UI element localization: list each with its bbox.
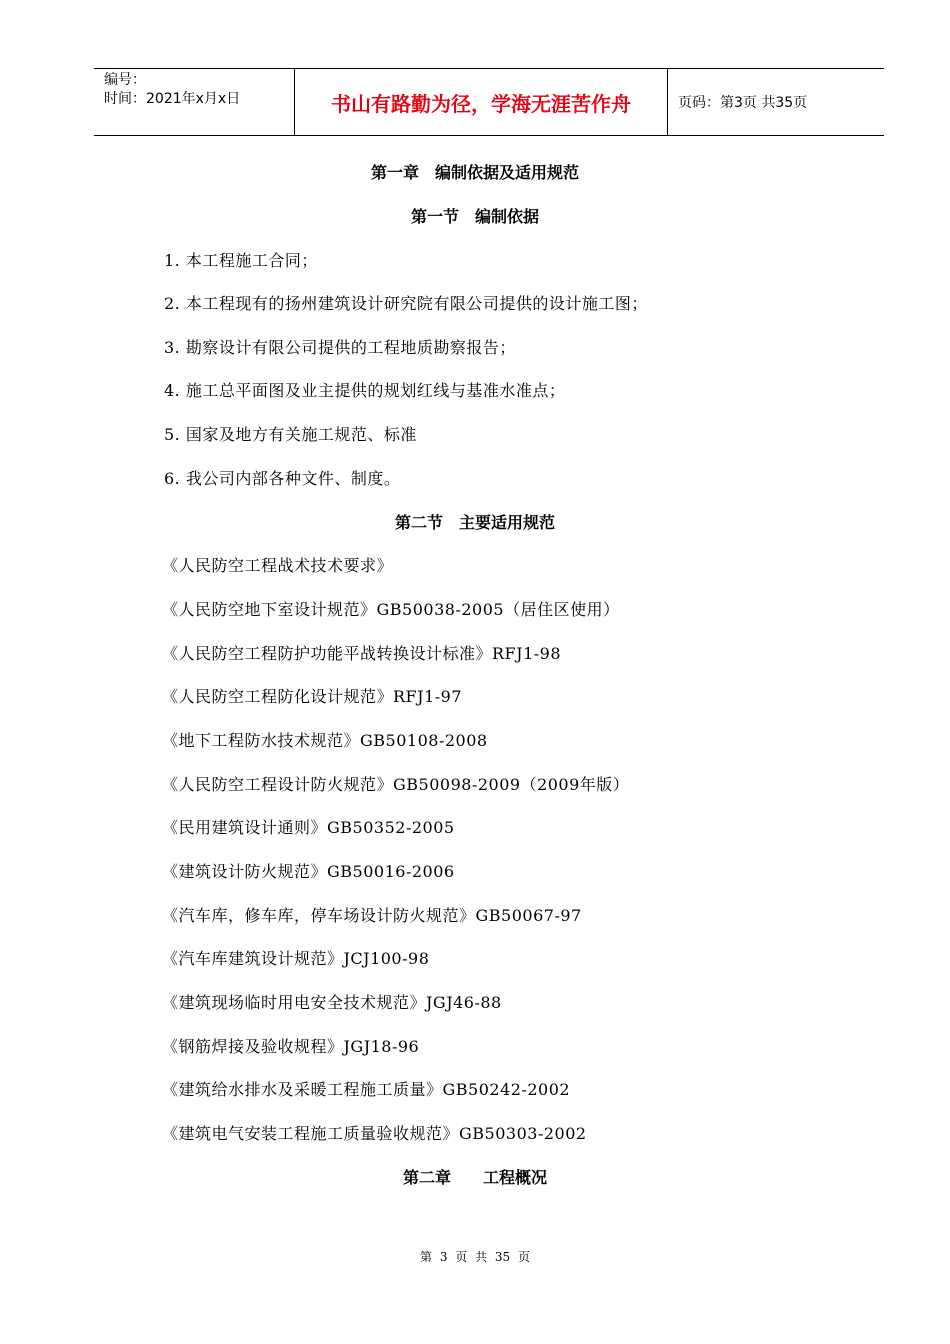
chapter-2-title: 第二章 工程概况	[402, 1168, 547, 1187]
page-header	[94, 68, 884, 136]
standard-item-7: 《民用建筑设计通则》GB50352-2005	[162, 818, 455, 837]
basis-item-4: 4. 施工总平面图及业主提供的规划红线与基准水准点；	[164, 381, 566, 400]
standard-item-3: 《人民防空工程防护功能平战转换设计标准》RFJ1-98	[162, 644, 562, 663]
basis-item-6: 6. 我公司内部各种文件、制度。	[164, 469, 401, 488]
section-2-title: 第二节 主要适用规范	[394, 513, 555, 532]
standard-item-5: 《地下工程防水技术规范》GB50108-2008	[162, 731, 488, 750]
standard-item-12: 《钢筋焊接及验收规程》JGJ18-96	[162, 1037, 420, 1056]
standard-item-2: 《人民防空地下室设计规范》GB50038-2005（居住区使用）	[162, 600, 620, 619]
standard-item-11: 《建筑现场临时用电安全技术规范》JGJ46-88	[162, 993, 502, 1012]
basis-item-1: 1. 本工程施工合同；	[164, 251, 318, 270]
standard-item-8: 《建筑设计防火规范》GB50016-2006	[162, 862, 455, 881]
chapter-1-title: 第一章 编制依据及适用规范	[370, 163, 579, 182]
header-motto: 书山有路勤为径，学海无涯苦作舟	[295, 69, 668, 135]
standard-item-4: 《人民防空工程防化设计规范》RFJ1-97	[162, 687, 463, 706]
standard-item-9: 《汽车库，修车库，停车场设计防火规范》GB50067-97	[162, 906, 582, 925]
section-1-title: 第一节 编制依据	[410, 207, 539, 226]
standard-item-13: 《建筑给水排水及采暖工程施工质量》GB50242-2002	[162, 1080, 571, 1099]
basis-item-3: 3. 勘察设计有限公司提供的工程地质勘察报告；	[164, 338, 516, 357]
document-date: 时间：2021年x月x日	[104, 91, 241, 107]
standard-item-6: 《人民防空工程设计防火规范》GB50098-2009（2009年版）	[162, 775, 630, 794]
page-footer: 第 3 页 共 35 页	[420, 1250, 530, 1264]
standard-item-10: 《汽车库建筑设计规范》JCJ100-98	[162, 949, 430, 968]
header-meta	[94, 69, 295, 135]
document-number-label: 编号：	[104, 72, 146, 88]
standard-item-1: 《人民防空工程战术技术要求》	[162, 556, 394, 575]
basis-item-5: 5. 国家及地方有关施工规范、标准	[164, 425, 417, 444]
header-page-number: 页码：第3页 共35页	[678, 95, 808, 111]
standard-item-14: 《建筑电气安装工程施工质量验收规范》GB50303-2002	[162, 1124, 587, 1143]
basis-item-2: 2. 本工程现有的扬州建筑设计研究院有限公司提供的设计施工图；	[164, 294, 648, 313]
